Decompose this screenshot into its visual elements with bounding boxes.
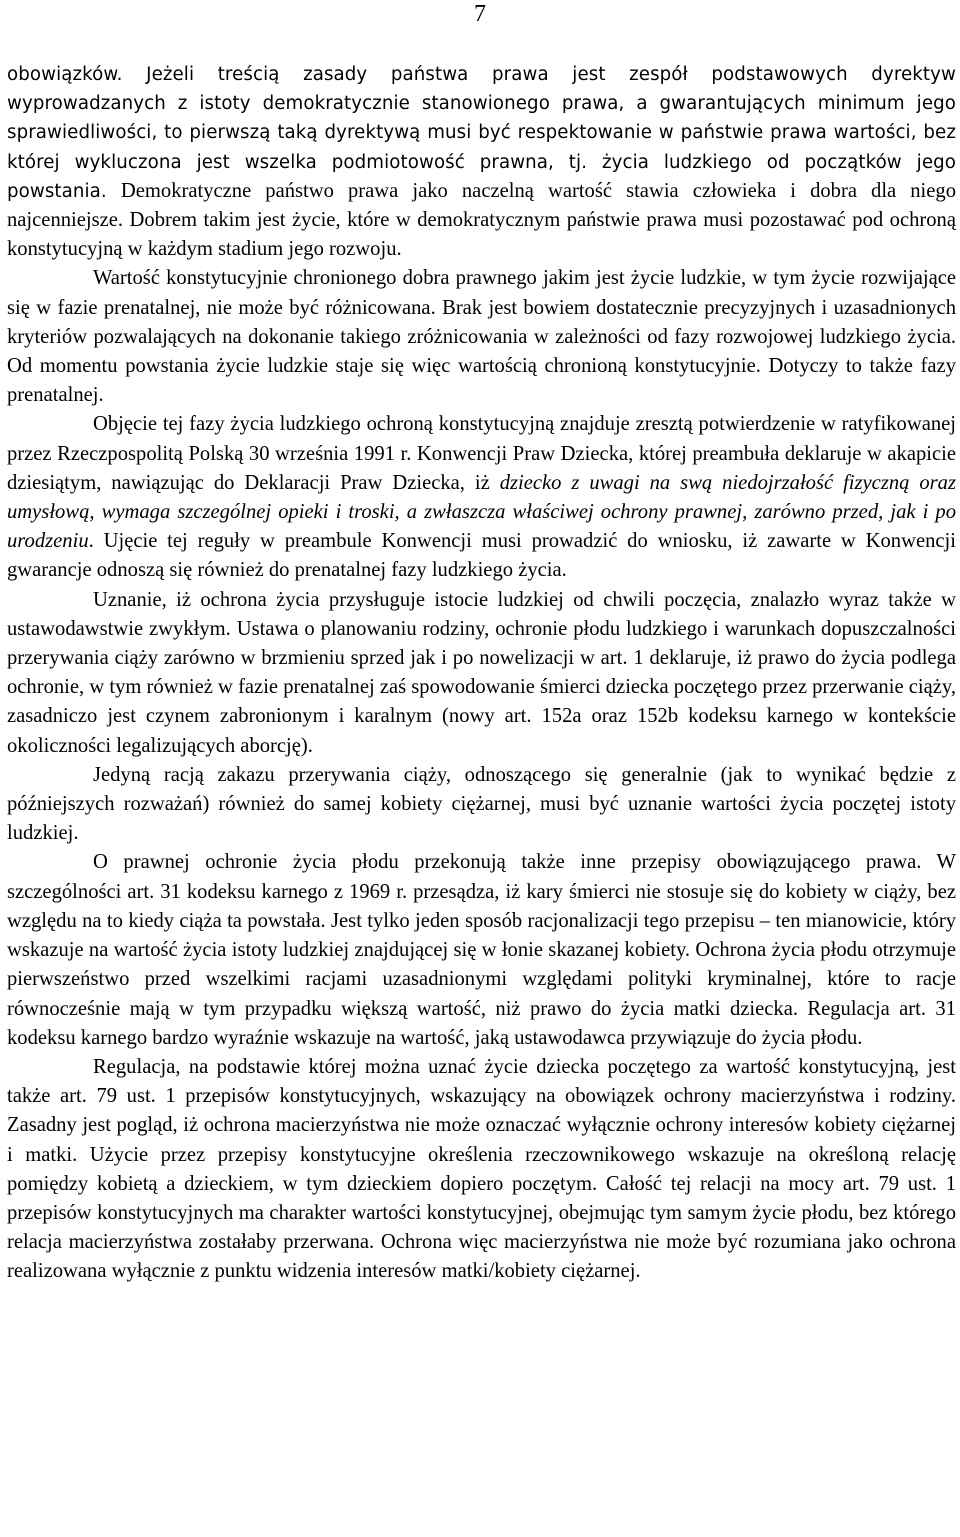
paragraph-p3: [7, 410, 956, 585]
paragraph-p6: [7, 848, 956, 1052]
paragraph-p1: [7, 60, 956, 264]
paragraph-text: Wartość konstytucyjnie chronionego dobra prawnego jakim jest życie ludzkie, w tym życie rozwijające się w fazie prenatalnej, nie może być różnicowana. Brak jest bowiem dostatecznie precyzyjnych i uzasadnionych kryteriów pozwalających na dokonanie takiego zróżnicowania w zależności od fazy rozwojowej ludzkiego życia. Od momentu powstania życie ludzkie staje się więc wartością chronioną konstytucyjnie. Dotyczy to także fazy prenatalnej.: [7, 267, 956, 407]
paragraph-text: obowiązków.: [7, 64, 147, 85]
page-number: 7: [474, 1, 486, 27]
paragraph-p7: [7, 1053, 956, 1287]
paragraph-text: Jedyną racją zakazu przerywania ciąży, odnoszącego się generalnie (jak to wynikać będzie z późniejszych rozważań) również do samej kobiety ciężarnej, musi być uznanie wartości życia poczętej istoty ludzkiej.: [7, 763, 956, 845]
quoted-text: dziecko z uwagi na swą niedojrzałość fizyczną oraz umysłową, wymaga szczególnej opieki i troski, a zwłaszcza właściwej ochrony prawnej, zarówno przed, jak i po urodzeniu: [7, 471, 956, 553]
paragraph-text: Objęcie tej fazy życia ludzkiego ochroną konstytucyjną znajduje zresztą potwierdzenie w ratyfikowanej przez Rzeczpospolitą Polską 30 września 1991 r. Konwencji Praw Dziecka, której preambuła deklaruje w akapicie dziesiątym, nawiązując do Deklaracji Praw Dziecka, iż: [7, 413, 956, 494]
paragraph-p4: [7, 586, 956, 761]
paragraph-p2: [7, 264, 956, 410]
paragraph-text: Demokratyczne państwo prawa jako naczelną wartość stawia człowieka i dobra dla niego najcenniejsze. Dobrem takim jest życie, które w demokratycznym państwie prawa musi pozostawać pod ochroną konstytucyjną w każdym stadium jego rozwoju.: [7, 179, 956, 261]
paragraph-text: O prawnej ochronie życia płodu przekonują także inne przepisy obowiązującego prawa. W szczególności art. 31 kodeksu karnego z 1969 r. przesądza, iż kary śmierci nie stosuje się do kobiety w ciąży, bez względu na to kiedy ciąża ta powstała. Jest tylko jeden sposób racjonalizacji tego przepisu – ten mianowicie, który wskazuje na wartość życia istoty ludzkiej znajdującej się w łonie skazanej kobiety. Ochrona życia płodu otrzymuje pierwszeństwo przed wszelkimi racjami uzasadnionymi względami polityki kryminalnej, które to racje równocześnie mają w tym przypadku większą wartość, niż prawo do życia matki dziecka. Regulacja art. 31 kodeksu karnego bardzo wyraźnie wskazuje na wartość, jaką ustawodawca przywiązuje do życia płodu.: [7, 851, 956, 1049]
document-body: [7, 60, 956, 1287]
paragraph-p5: [7, 761, 956, 849]
paragraph-text: Uznanie, iż ochrona życia przysługuje istocie ludzkiej od chwili poczęcia, znalazło wyraz także w ustawodawstwie zwykłym. Ustawa o planowaniu rodziny, ochronie płodu ludzkiego i warunkach dopuszczalności przerywania ciąży zarówno w brzmieniu sprzed jak i po nowelizacji w art. 1 deklaruje, iż prawo do życia podlega ochronie, w tym również w fazie prenatalnej zaś spowodowanie śmierci dziecka poczętego przez przerwanie ciąży, zasadniczo jest czynem zabronionym i karalnym (nowy art. 152a oraz 152b kodeksu karnego w kontekście okoliczności legalizujących aborcję).: [7, 588, 956, 757]
paragraph-text: . Ujęcie tej reguły w preambule Konwencji musi prowadzić do wniosku, iż zawarte w Konwencji gwarancje odnoszą się również do prenatalnej fazy ludzkiego życia.: [7, 530, 956, 582]
paragraph-text: Jeżeli treścią zasady państwa prawa jest zespół podstawowych dyrektyw wyprowadzanych z istoty demokratycznie stanowionego prawa, a gwarantujących minimum jego sprawiedliwości, to pierwszą taką dyrektywą musi być respektowanie w państwie prawa wartości, bez której wykluczona jest wszelka podmiotowość prawna, tj. życia ludzkiego od początków jego powstania.: [7, 64, 956, 202]
paragraph-text: Regulacja, na podstawie której można uznać życie dziecka poczętego za wartość konstytucyjną, jest także art. 79 ust. 1 przepisów konstytucyjnych, wskazujący na obowiązek ochrony macierzyństwa i rodziny. Zasadny jest pogląd, iż ochrona macierzyństwa nie może oznaczać wyłącznie ochrony interesów kobiety ciężarnej i matki. Użycie przez przepisy konstytucyjne określenia rzeczownikowego wskazuje na określoną relację pomiędzy kobietą a dzieckiem, w tym dzieckiem dopiero poczętym. Całość tej relacji na mocy art. 79 ust. 1 przepisów konstytucyjnych ma charakter wartości konstytucyjnej, obejmując tym samym życie płodu, bez którego relacja macierzyństwa zostałaby przerwana. Ochrona więc macierzyństwa nie może być rozumiana jako ochrona realizowana wyłącznie z punktu widzenia interesów matki/kobiety ciężarnej.: [7, 1055, 956, 1283]
